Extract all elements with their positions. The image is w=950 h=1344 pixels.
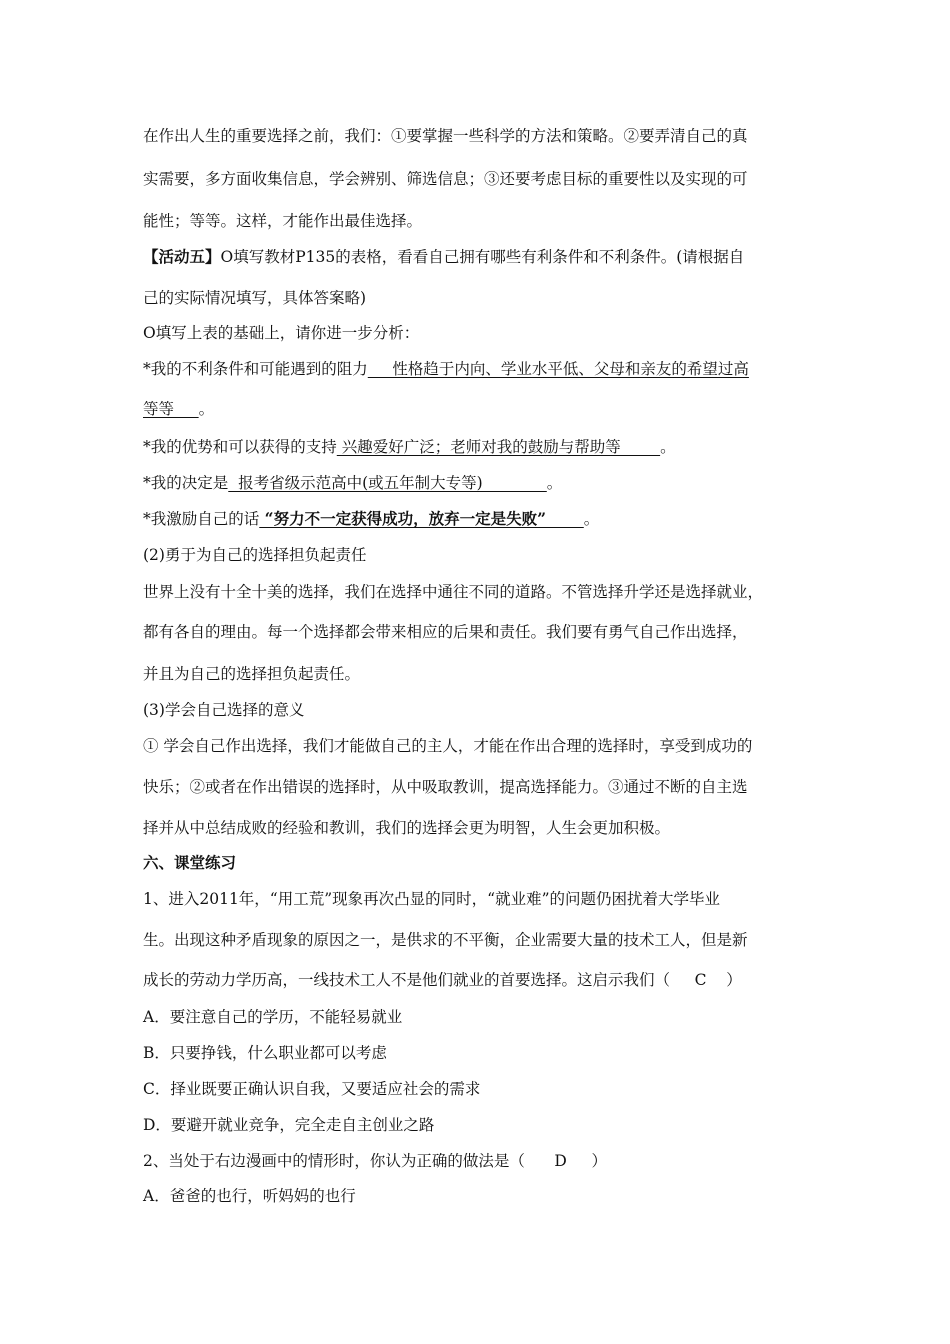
practice-q2-option-a: A．爸爸的也行，听妈妈的也行 — [143, 1187, 356, 1205]
analysis-q3-end: 。 — [546, 474, 563, 492]
analysis-q1-cont — [143, 399, 823, 419]
analysis-q2-label: *我的优势和可以获得的支持 — [143, 438, 337, 456]
analysis-q1-answer: 性格趋于内向、学业水平低、父母和亲友的希望过高 — [367, 360, 749, 378]
analysis-q3-label: *我的决定是 — [143, 474, 229, 492]
analysis-q3-answer: 报考省级示范高中(或五年制大专等) — [228, 474, 547, 492]
activity5-text: O填写教材P135的表格，看看自己拥有哪些有利条件和不利条件。(请根据自 — [220, 248, 745, 266]
section3-heading: (3)学会自己选择的意义 — [143, 701, 305, 719]
analysis-q4 — [143, 509, 823, 529]
analysis-q4-end: 。 — [583, 510, 600, 528]
practice-q1-line-2: 生。出现这种矛盾现象的原因之一，是供求的不平衡，企业需要大量的技术工人，但是新 — [143, 931, 748, 949]
section3-line-1: ① 学会自己作出选择，我们才能做自己的主人，才能在作出合理的选择时，享受到成功的 — [143, 737, 753, 755]
analysis-q2-end: 。 — [660, 438, 676, 456]
practice-q1-option-a: A．要注意自己的学历，不能轻易就业 — [143, 1008, 403, 1026]
activity5-line-3: O填写上表的基础上，请你进一步分析： — [143, 324, 420, 342]
analysis-q2 — [143, 437, 823, 457]
analysis-q4-label: *我激励自己的话 — [143, 510, 260, 528]
analysis-q1-label: *我的不利条件和可能遇到的阻力 — [143, 360, 368, 378]
intro-line-1: 在作出人生的重要选择之前，我们：①要掌握一些科学的方法和策略。②要弄清自己的真 — [143, 127, 748, 145]
intro-line-3: 能性；等等。这样，才能作出最佳选择。 — [143, 212, 423, 230]
analysis-q3 — [143, 473, 823, 493]
intro-line-2: 实需要，多方面收集信息，学会辨别、筛选信息；③还要考虑目标的重要性以及实现的可 — [143, 170, 748, 188]
practice-q1-option-c: C．择业既要正确认识自我，又要适应社会的需求 — [143, 1080, 481, 1098]
analysis-q2-answer: 兴趣爱好广泛；老师对我的鼓励与帮助等 — [336, 438, 661, 456]
analysis-q1-end: 。 — [198, 400, 215, 418]
activity5-title: 【活动五】 — [143, 247, 221, 266]
section2-line-1: 世界上没有十全十美的选择，我们在选择中通往不同的道路。不管选择升学还是选择就业， — [143, 583, 764, 601]
section2-line-3: 并且为自己的选择担负起责任。 — [143, 665, 361, 683]
section2-line-2: 都有各自的理由。每一个选择都会带来相应的后果和责任。我们要有勇气自己作出选择， — [143, 623, 748, 641]
practice-q2-line: 2、当处于右边漫画中的情形时，你认为正确的做法是（ D ） — [143, 1152, 607, 1170]
section3-line-3: 择并从中总结成败的经验和教训，我们的选择会更为明智，人生会更加积极。 — [143, 819, 671, 837]
analysis-q1 — [143, 359, 823, 379]
activity5-line-2: 己的实际情况填写，具体答案略) — [143, 289, 367, 307]
activity5-line-1 — [143, 247, 823, 267]
section2-heading: (2)勇于为自己的选择担负起责任 — [143, 546, 367, 564]
practice-heading: 六、课堂练习 — [143, 853, 237, 872]
practice-q1-option-b: B．只要挣钱，什么职业都可以考虑 — [143, 1044, 387, 1062]
analysis-q1-answer-cont: 等等 — [143, 400, 199, 418]
practice-q1-line-1: 1、进入2011年，“用工荒”现象再次凸显的同时，“就业难”的问题仍困扰着大学毕业 — [143, 890, 721, 908]
section3-line-2: 快乐；②或者在作出错误的选择时，从中吸取教训，提高选择能力。③通过不断的自主选 — [143, 778, 748, 796]
practice-q1-line-3: 成长的劳动力学历高，一线技术工人不是他们就业的首要选择。这启示我们（ C ） — [143, 971, 742, 989]
practice-q1-option-d: D．要避开就业竞争，完全走自主创业之路 — [143, 1116, 435, 1134]
analysis-q4-answer: “努力不一定获得成功，放弃一定是失败” — [259, 509, 584, 528]
